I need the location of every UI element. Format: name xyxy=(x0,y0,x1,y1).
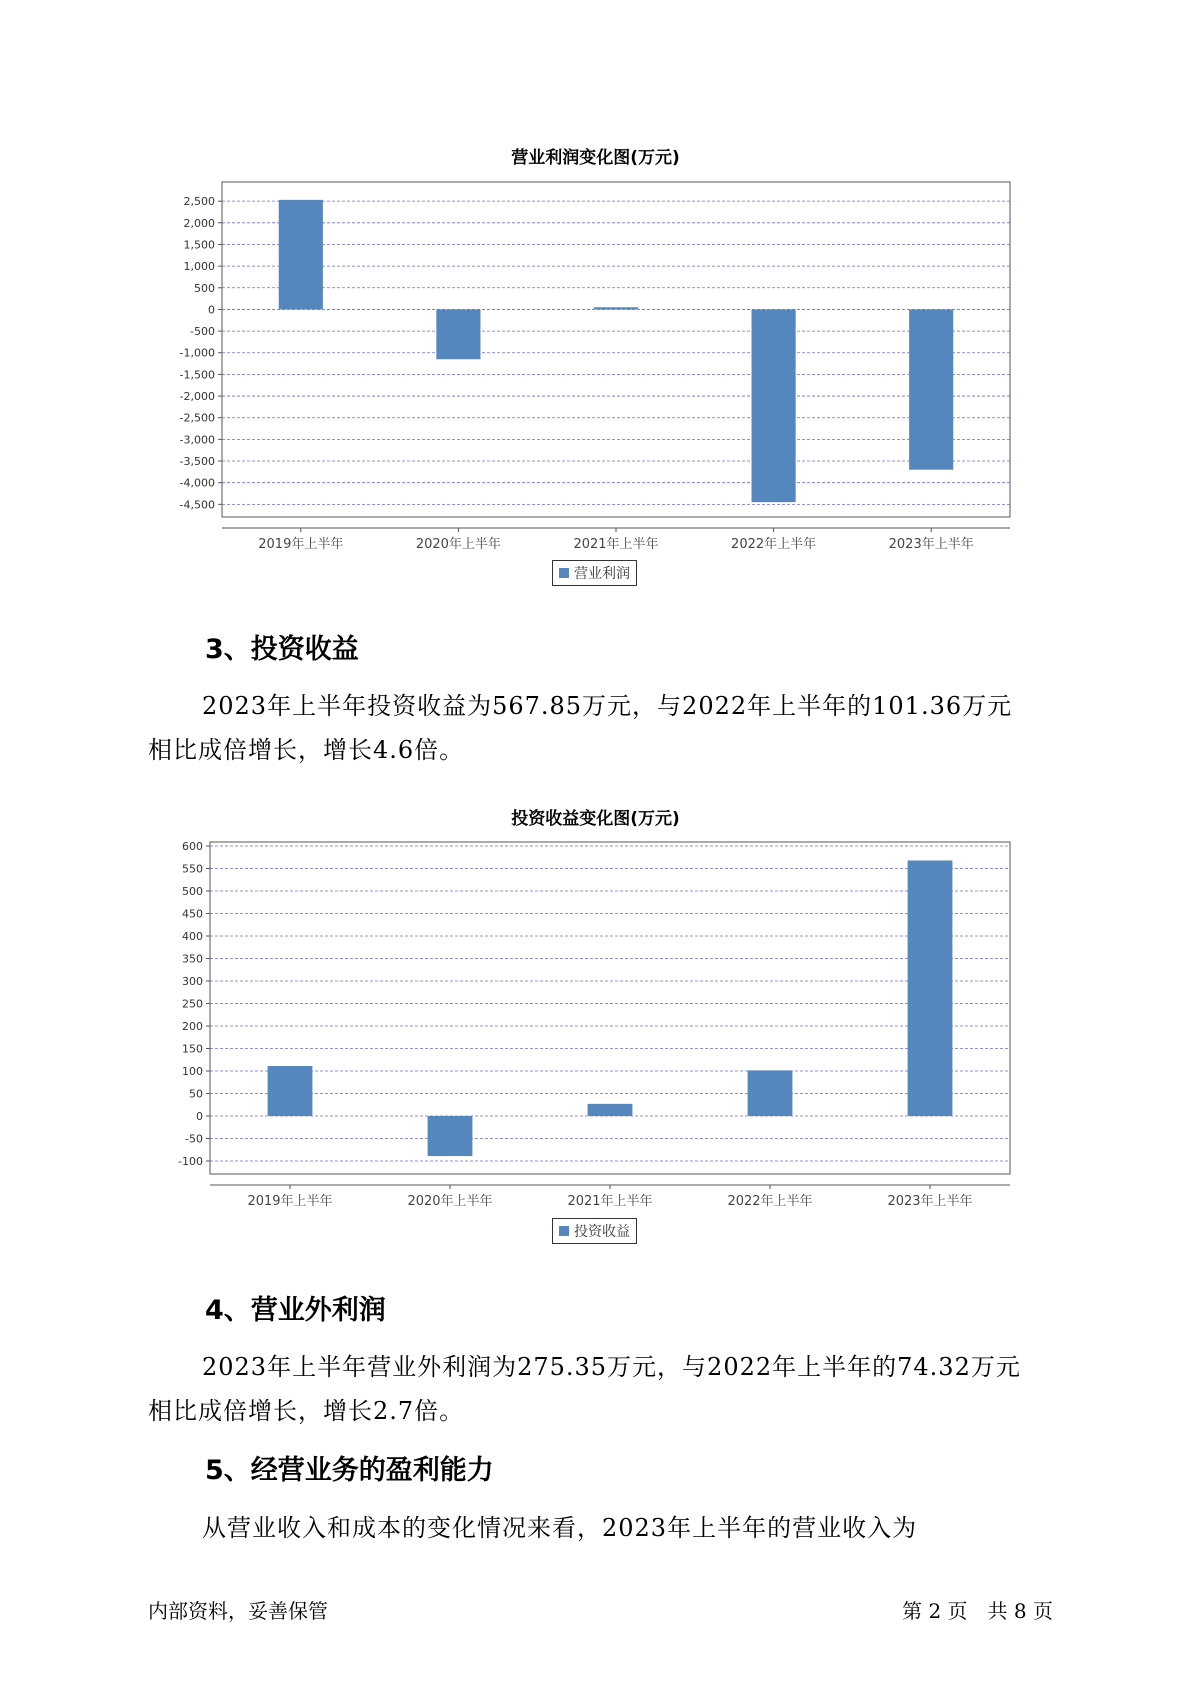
bar xyxy=(268,1066,313,1116)
y-tick-label: 500 xyxy=(182,885,203,898)
bar xyxy=(909,309,953,469)
bar xyxy=(436,309,480,359)
y-tick-label: 1,000 xyxy=(183,260,215,274)
y-tick-label: -2,500 xyxy=(179,411,215,425)
x-tick-label: 2020年上半年 xyxy=(415,537,501,552)
footer-page-number: 第 2 页 共 8 页 xyxy=(902,1599,1053,1623)
para-line: 2023年上半年投资收益为567.85万元，与2022年上半年的101.36万元 xyxy=(202,692,1013,720)
y-tick-label: 150 xyxy=(182,1042,203,1056)
section-heading-profitability: 5、经营业务的盈利能力 xyxy=(205,1455,494,1486)
y-tick-label: 1,500 xyxy=(183,238,215,252)
para-line: 相比成倍增长，增长4.6倍。 xyxy=(148,736,465,764)
footer-confidential: 内部资料，妥善保管 xyxy=(148,1599,328,1623)
legend-label: 投资收益 xyxy=(574,1224,630,1240)
para-line: 相比成倍增长，增长2.7倍。 xyxy=(148,1397,465,1425)
x-tick-label: 2019年上半年 xyxy=(247,1194,333,1209)
y-tick-label: -100 xyxy=(178,1155,203,1168)
bar xyxy=(748,1070,793,1116)
y-tick-label: -1,000 xyxy=(179,346,215,360)
y-tick-label: 350 xyxy=(182,952,203,966)
y-tick-label: -4,000 xyxy=(179,476,215,490)
chart-legend xyxy=(552,1218,637,1244)
paragraph-non-operating-profit xyxy=(148,1345,1068,1433)
y-tick-label: 2,000 xyxy=(183,216,215,230)
paragraph-investment-income xyxy=(148,684,1068,772)
x-tick-label: 2019年上半年 xyxy=(258,537,344,552)
para-line: 2023年上半年营业外利润为275.35万元，与2022年上半年的74.32万元 xyxy=(202,1353,1021,1381)
y-tick-label: 450 xyxy=(182,907,203,921)
y-tick-label: -4,500 xyxy=(179,498,215,512)
paragraph-profitability xyxy=(148,1506,1068,1550)
plot-frame xyxy=(210,842,1010,1174)
section-heading-non-operating-profit: 4、营业外利润 xyxy=(205,1295,386,1326)
bar xyxy=(908,860,953,1116)
bar xyxy=(752,309,796,502)
chart-title: 投资收益变化图(万元) xyxy=(511,809,680,829)
y-tick-label: 300 xyxy=(182,975,203,988)
y-tick-label: -3,000 xyxy=(179,433,215,447)
bar xyxy=(428,1116,473,1156)
y-tick-label: -50 xyxy=(185,1132,203,1146)
y-tick-label: 500 xyxy=(194,281,215,295)
y-tick-label: -1,500 xyxy=(179,368,215,382)
y-tick-label: 200 xyxy=(182,1020,203,1033)
y-tick-label: -3,500 xyxy=(179,455,215,469)
x-tick-label: 2022年上半年 xyxy=(731,537,817,552)
legend-label: 营业利润 xyxy=(574,566,630,582)
y-tick-label: 100 xyxy=(182,1065,203,1078)
section-heading-investment-income: 3、投资收益 xyxy=(205,634,359,665)
bar xyxy=(279,200,323,310)
chart-plot xyxy=(0,830,1191,1230)
x-tick-label: 2021年上半年 xyxy=(573,537,659,552)
y-tick-label: -2,000 xyxy=(179,390,215,404)
x-tick-label: 2021年上半年 xyxy=(567,1194,653,1209)
y-tick-label: 250 xyxy=(182,997,203,1011)
y-tick-label: 550 xyxy=(182,862,203,876)
y-tick-label: -500 xyxy=(190,325,215,339)
y-tick-label: 0 xyxy=(208,303,215,317)
legend-swatch xyxy=(559,1226,569,1236)
legend-swatch xyxy=(559,568,569,578)
x-tick-label: 2023年上半年 xyxy=(887,1194,973,1209)
chart-legend xyxy=(552,560,637,586)
bar xyxy=(594,307,638,309)
y-tick-label: 400 xyxy=(182,930,203,943)
chart-title: 营业利润变化图(万元) xyxy=(511,148,680,168)
para-line: 从营业收入和成本的变化情况来看，2023年上半年的营业收入为 xyxy=(202,1514,918,1542)
bar xyxy=(588,1104,633,1116)
y-tick-label: 600 xyxy=(182,840,203,853)
x-tick-label: 2020年上半年 xyxy=(407,1194,493,1209)
y-tick-label: 0 xyxy=(196,1110,203,1123)
x-tick-label: 2023年上半年 xyxy=(888,537,974,552)
y-tick-label: 50 xyxy=(189,1087,203,1101)
y-tick-label: 2,500 xyxy=(183,195,215,209)
chart-plot xyxy=(0,170,1191,690)
plot-frame xyxy=(222,182,1010,517)
x-tick-label: 2022年上半年 xyxy=(727,1194,813,1209)
